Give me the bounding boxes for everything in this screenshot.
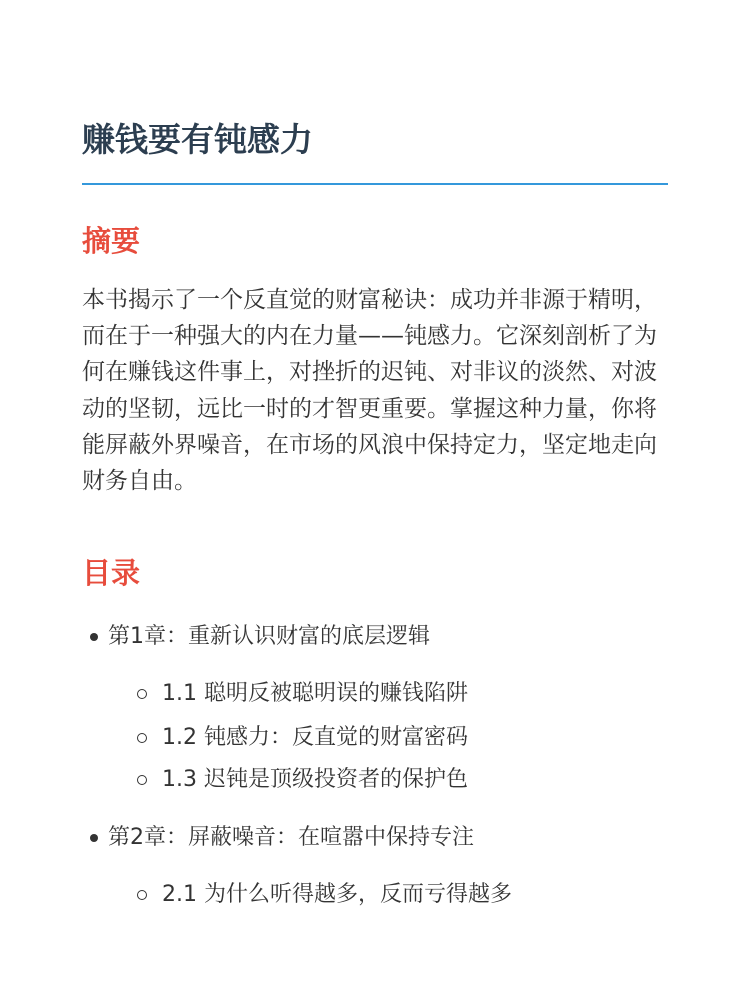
- bullet-circle-icon: [137, 890, 147, 900]
- toc-chapter-2: [108, 823, 474, 853]
- toc-section-1-3-label: 1.3 迟钝是顶级投资者的保护色: [162, 767, 468, 792]
- toc-section-1-2-label: 1.2 钝感力：反直觉的财富密码: [162, 725, 468, 750]
- bullet-dot-icon: [90, 633, 98, 641]
- summary-text: 本书揭示了一个反直觉的财富秘诀：成功并非源于精明，而在于一种强大的内在力量——钝感力。它深刻剖析了为何在赚钱这件事上，对挫折的迟钝、对非议的淡然、对波动的坚韧，远比一时的才智更重要。掌握这种力量，你将能屏蔽外界噪音，在市场的风浪中保持定力，坚定地走向财务自由。: [82, 287, 657, 495]
- toc-section-1-1: [162, 679, 468, 709]
- toc-section-1-3: [162, 765, 468, 795]
- bullet-circle-icon: [137, 689, 147, 699]
- toc-chapter-1: [108, 622, 430, 652]
- bullet-dot-icon: [90, 834, 98, 842]
- toc-section-2-1: [162, 880, 512, 910]
- book-title: 赚钱要有钝感力: [82, 120, 313, 159]
- toc-section-1-1-label: 1.1 聪明反被聪明误的赚钱陷阱: [162, 681, 468, 706]
- bullet-circle-icon: [137, 775, 147, 785]
- toc-section-2-1-label: 2.1 为什么听得越多，反而亏得越多: [162, 882, 512, 907]
- toc-section-1-2: [162, 723, 468, 753]
- bullet-circle-icon: [137, 733, 147, 743]
- summary-heading: 摘要: [82, 224, 141, 258]
- title-divider: [82, 183, 668, 185]
- toc-chapter-1-label: 第1章：重新认识财富的底层逻辑: [108, 624, 430, 649]
- toc-heading: 目录: [82, 556, 141, 590]
- toc-chapter-2-label: 第2章：屏蔽噪音：在喧嚣中保持专注: [108, 825, 474, 850]
